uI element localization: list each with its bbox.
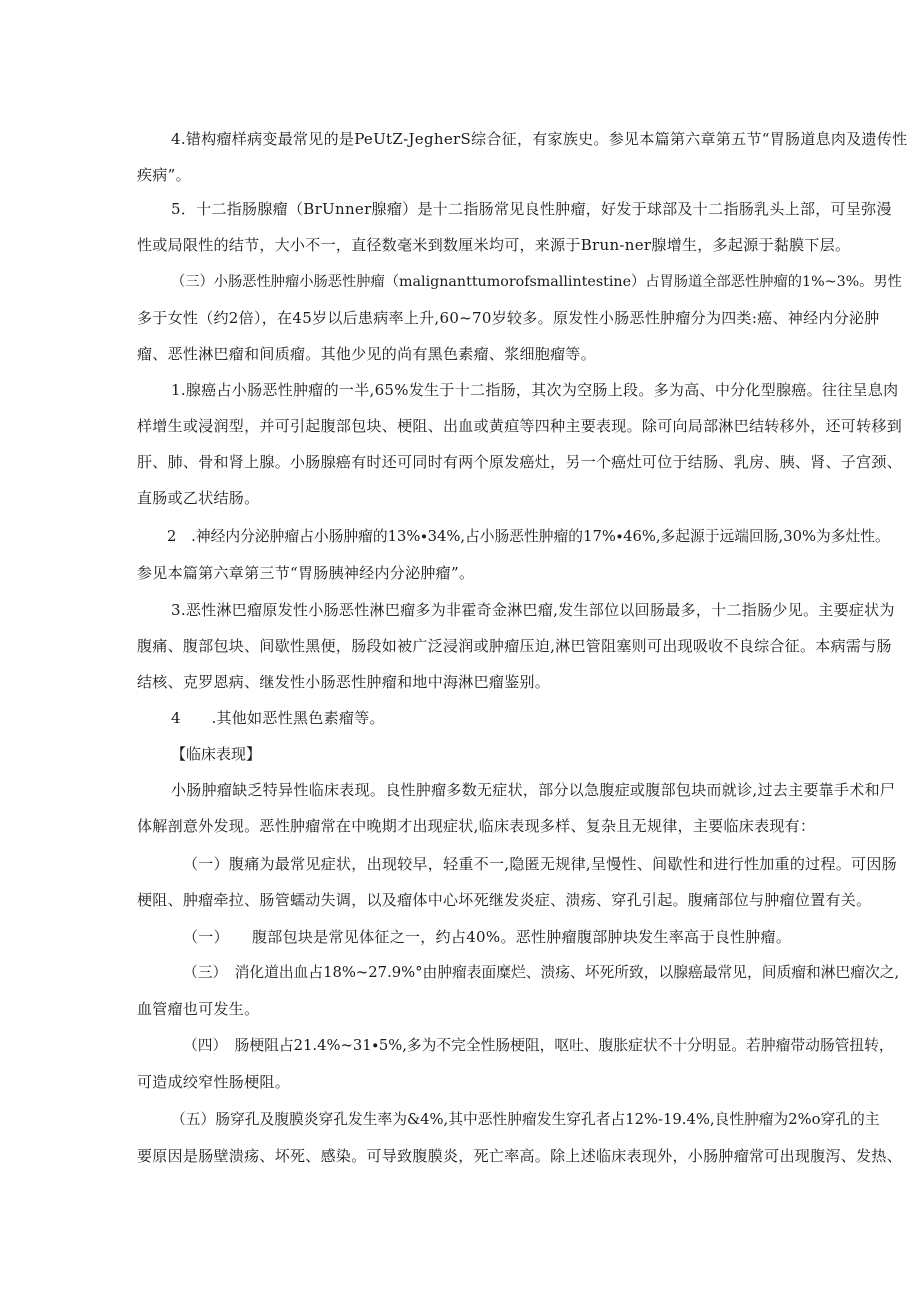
text-line: 梗阻、肿瘤牵拉、肠管蠕动失调，以及瘤体中心坏死继发炎症、溃疡、穿孔引起。腹痛部位与肿瘤位置有关。: [137, 891, 872, 909]
text-line: （三） 消化道出血占18%~27.9%°由肿瘤表面糜烂、溃疡、坏死所致，以腺癌最常见，间质瘤和淋巴瘤次之,: [183, 964, 900, 981]
text-line: 腹痛、腹部包块、间歇性黑便，肠段如被广泛浸润或肿瘤压迫,淋巴管阻塞则可出现吸收不良综合征。本病需与肠: [137, 637, 892, 655]
heading-text: 【临床表现】: [171, 745, 262, 763]
paragraph-abdominal-mass: [137, 919, 907, 955]
text-line: （一） 腹部包块是常见体征之一，约占40%。恶性肿瘤腹部肿块发生率高于良性肿瘤。: [183, 928, 792, 946]
paragraph-perforation: [137, 1102, 907, 1174]
text-line: 4 .其他如恶性黑色素瘤等。: [171, 709, 385, 727]
text-line: 体解剖意外发现。恶性肿瘤常在中晚期才出现症状,临床表现多样、复杂且无规律，主要临床表现有：: [137, 817, 816, 835]
text-line: 4.错构瘤样病变最常见的是PeUtZ-JegherS综合征，有家族史。参见本篇第六章第五节“胃肠道息肉及遗传性: [171, 130, 907, 148]
text-line: 参见本篇第六章第三节“胃肠胰神经内分泌肿瘤”。: [137, 564, 475, 582]
paragraph-brunner-adenoma: [137, 191, 907, 263]
text-line: 直肠或乙状结肠。: [137, 489, 260, 507]
text-line: （五）肠穿孔及腹膜炎穿孔发生率为&4%,其中恶性肿瘤发生穿孔者占12%-19.4%,良性肿瘤为2%o穿孔的主: [171, 1111, 880, 1128]
paragraph-other-melanoma: [137, 700, 907, 736]
text-line: 疾病”。: [137, 166, 191, 184]
paragraph-adenocarcinoma: [137, 372, 907, 516]
text-line: 多于女性（约2倍），在45岁以后患病率上升,60~70岁较多。原发性小肠恶性肿瘤分为四类:癌、神经内分泌肿: [137, 309, 880, 327]
text-line: 肝、肺、骨和肾上腺。小肠腺癌有时还可同时有两个原发癌灶，另一个癌灶可位于结肠、乳房、胰、肾、子宫颈、: [137, 453, 903, 471]
text-line: 2 .神经内分泌肿瘤占小肠肿瘤的13%∙34%,占小肠恶性肿瘤的17%∙46%,多起源于远端回肠,30%为多灶性。: [167, 528, 890, 545]
paragraph-clinical-intro: [137, 772, 907, 844]
text-line: 瘤、恶性淋巴瘤和间质瘤。其他少见的尚有黑色素瘤、浆细胞瘤等。: [137, 345, 597, 363]
text-line: （一）腹痛为最常见症状，出现较早，轻重不一,隐匿无规律,呈慢性、间歇性和进行性加重的过程。可因肠: [183, 855, 897, 873]
text-line: 3.恶性淋巴瘤原发性小肠恶性淋巴瘤多为非霍奇金淋巴瘤,发生部位以回肠最多，十二指肠少见。主要症状为: [171, 601, 895, 619]
paragraph-obstruction: [137, 1028, 907, 1100]
text-line: 1.腺癌占小肠恶性肿瘤的一半,65%发生于十二指肠，其次为空肠上段。多为高、中分化型腺癌。往往呈息肉: [171, 381, 899, 399]
text-line: （三）小肠恶性肿瘤小肠恶性肿瘤（malignanttumorofsmallintestine）占胃肠道全部恶性肿瘤的1%~3%。男性: [171, 274, 902, 290]
paragraph-lymphoma: [137, 592, 907, 700]
paragraph-malignant-tumor: [137, 264, 907, 372]
text-line: 要原因是肠壁溃疡、坏死、感染。可导致腹膜炎，死亡率高。除上述临床表现外，小肠肿瘤常可出现腹泻、发热、: [137, 1147, 903, 1165]
text-line: 血管瘤也可发生。: [137, 1000, 260, 1018]
text-line: 5．十二指肠腺瘤（BrUnner腺瘤）是十二指肠常见良性肿瘤，好发于球部及十二指肠乳头上部，可呈弥漫: [171, 200, 892, 218]
paragraph-neuroendocrine: [137, 519, 907, 591]
text-line: 小肠肿瘤缺乏特异性临床表现。良性肿瘤多数无症状，部分以急腹症或腹部包块而就诊,过去主要靠手术和尸: [171, 781, 896, 799]
text-line: 性或局限性的结节，大小不一，直径数毫米到数厘米均可，来源于Brun-ner腺增生，多起源于黏膜下层。: [137, 236, 851, 254]
paragraph-hamartoma: [137, 121, 907, 193]
text-line: （四） 肠梗阻占21.4%~31∙5%,多为不完全性肠梗阻，呕吐、腹胀症状不十分明显。若肿瘤带动肠管扭转，: [183, 1037, 894, 1054]
paragraph-abdominal-pain: [137, 846, 907, 918]
paragraph-gi-bleeding: [137, 955, 907, 1027]
text-line: 结核、克罗恩病、继发性小肠恶性肿瘤和地中海淋巴瘤鉴别。: [137, 673, 551, 691]
text-line: 可造成绞窄性肠梗阻。: [137, 1073, 291, 1091]
text-line: 样增生或浸润型，并可引起腹部包块、梗阻、出血或黄疸等四种主要表现。除可向局部淋巴结转移外，还可转移到: [137, 417, 903, 435]
section-heading-clinical: [171, 736, 261, 772]
